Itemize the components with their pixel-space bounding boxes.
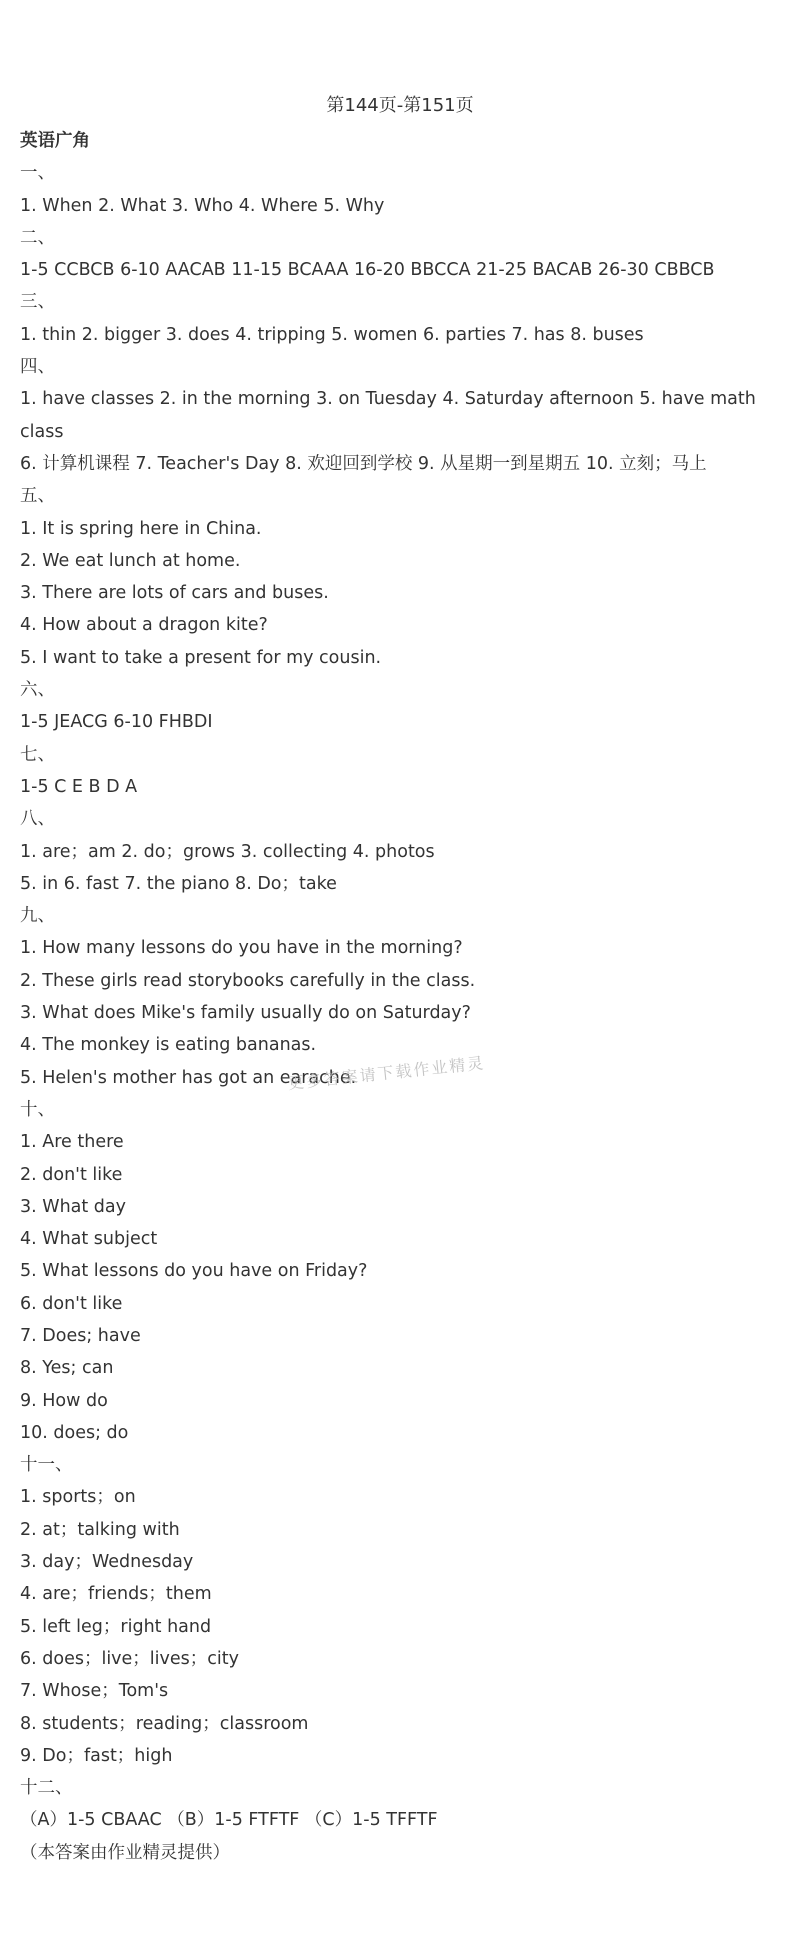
answer-line: 十二、: [20, 1778, 73, 1799]
answer-line: 5. Helen's mother has got an earache.: [20, 1067, 357, 1088]
answer-line: 9. How do: [20, 1390, 108, 1411]
answer-line: 6. does；live；lives；city: [20, 1648, 239, 1669]
answer-line: 4. What subject: [20, 1229, 158, 1250]
answer-line: 8. Yes; can: [20, 1358, 114, 1379]
answer-line: 十、: [20, 1099, 55, 1120]
section-heading: 英语广角: [20, 131, 90, 151]
answer-line: 1. thin 2. bigger 3. does 4. tripping 5. women 6. parties 7. has 8. buses: [20, 324, 644, 345]
answer-line: 五、: [20, 486, 55, 507]
answer-line: 二、: [20, 227, 55, 248]
answer-line: 3. day；Wednesday: [20, 1552, 194, 1573]
answer-line: 7. Whose；Tom's: [20, 1681, 169, 1702]
answer-line: 三、: [20, 292, 55, 313]
answer-line: 2. don't like: [20, 1164, 123, 1185]
answer-line: 1-5 C E B D A: [20, 776, 138, 797]
answer-line: 4. How about a dragon kite?: [20, 615, 268, 636]
answer-line: 一、: [20, 163, 55, 184]
page-title: 第144页-第151页: [326, 95, 474, 116]
answer-line: 4. The monkey is eating bananas.: [20, 1035, 317, 1056]
answer-line: （本答案由作业精灵提供）: [20, 1842, 230, 1863]
answer-line: 六、: [20, 680, 55, 701]
answer-line: 9. Do；fast；high: [20, 1745, 173, 1766]
answer-line: 2. These girls read storybooks carefully in the class.: [20, 970, 476, 991]
answer-line: 3. What day: [20, 1196, 126, 1217]
answer-line: 八、: [20, 809, 55, 830]
answer-line: 十一、: [20, 1455, 73, 1476]
answer-line: 7. Does; have: [20, 1325, 141, 1346]
answer-line: 2. We eat lunch at home.: [20, 550, 241, 571]
answer-line: 1. Are there: [20, 1132, 124, 1153]
answer-line: 2. at；talking with: [20, 1519, 180, 1540]
answer-content: [20, 125, 790, 1869]
answer-line: 1. How many lessons do you have in the morning?: [20, 938, 463, 959]
answer-line: （A）1-5 CBAAC （B）1-5 FTFTF （C）1-5 TFFTF: [20, 1810, 438, 1831]
answer-line: 四、: [20, 357, 55, 378]
answer-line: 1. When 2. What 3. Who 4. Where 5. Why: [20, 195, 385, 216]
answer-line: 七、: [20, 744, 55, 765]
answer-line: 8. students；reading；classroom: [20, 1713, 309, 1734]
answer-line: 九、: [20, 906, 55, 927]
answer-line: 10. does; do: [20, 1422, 129, 1443]
answer-line: 4. are；friends；them: [20, 1584, 212, 1605]
answer-line: 1-5 JEACG 6-10 FHBDI: [20, 712, 213, 733]
answer-line: 5. in 6. fast 7. the piano 8. Do；take: [20, 873, 337, 894]
answer-line: 6. 计算机课程 7. Teacher's Day 8. 欢迎回到学校 9. 从星期一到星期五 10. 立刻；马上: [20, 453, 707, 474]
watermark-text: 更多答案请下载作业精灵: [287, 1053, 487, 1093]
answer-line: 5. What lessons do you have on Friday?: [20, 1261, 368, 1282]
answer-line: 1. It is spring here in China.: [20, 518, 262, 539]
answer-line: 1. are；am 2. do；grows 3. collecting 4. photos: [20, 841, 435, 862]
answer-line: 5. left leg；right hand: [20, 1616, 212, 1637]
answer-line: 6. don't like: [20, 1293, 123, 1314]
answer-line: 1. sports；on: [20, 1487, 136, 1508]
answer-line: 1-5 CCBCB 6-10 AACAB 11-15 BCAAA 16-20 BBCCA 21-25 BACAB 26-30 CBBCB: [20, 260, 715, 281]
answer-line: 3. What does Mike's family usually do on Saturday?: [20, 1003, 471, 1024]
answer-line: 5. I want to take a present for my cousin.: [20, 647, 382, 668]
answer-line: 3. There are lots of cars and buses.: [20, 583, 329, 604]
answer-line: 1. have classes 2. in the morning 3. on Tuesday 4. Saturday afternoon 5. have math class: [20, 389, 756, 442]
